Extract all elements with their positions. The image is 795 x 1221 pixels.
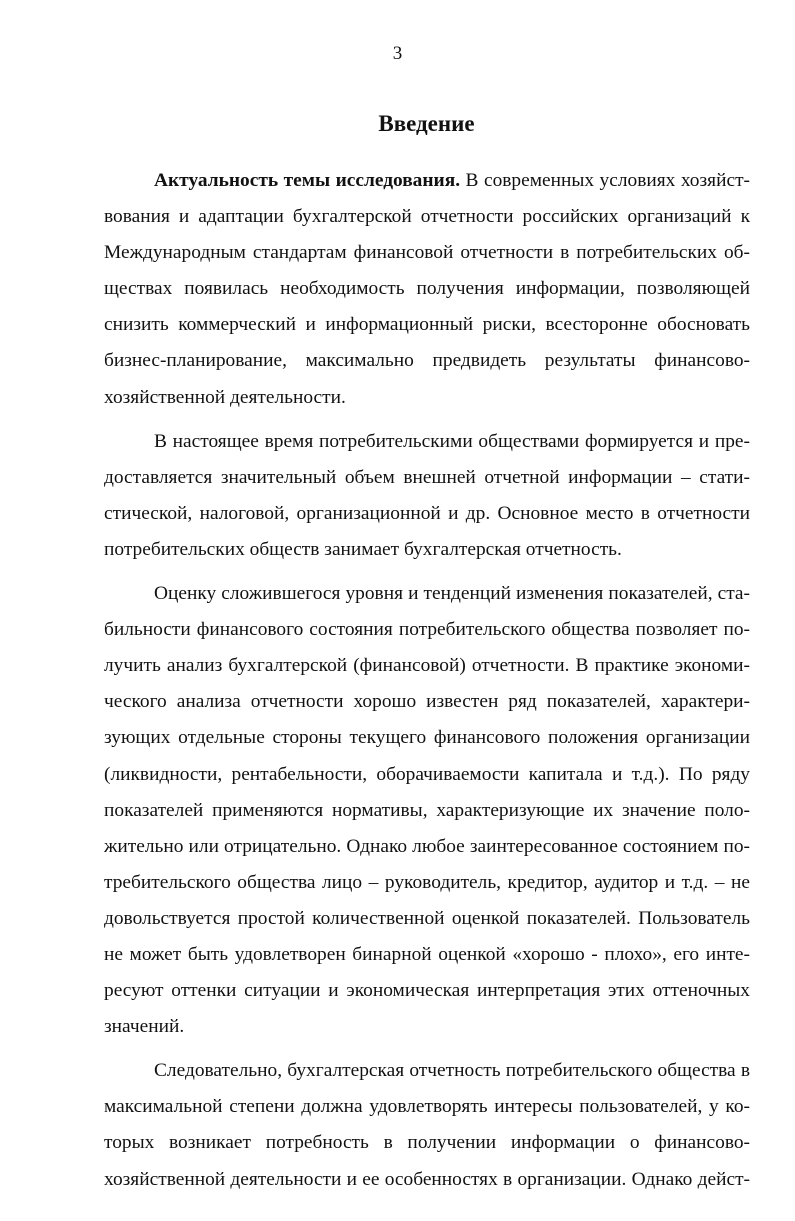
text-line: торых возникает потребность в получении информации о финансово- [104, 1132, 750, 1154]
text-line: значений. [104, 1016, 185, 1038]
page-title: Введение [378, 111, 475, 136]
text-line: жительно или отрицательно. Однако любое заинтересованное состоянием по- [104, 835, 750, 857]
paragraph [104, 163, 750, 416]
text-line: снизить коммерческий и информационный риски, всесторонне обосновать [104, 314, 750, 336]
text-line: доставляется значительный объем внешней отчетной информации – стати- [104, 466, 750, 488]
text-line: Международным стандартам финансовой отчетности в потребительских об- [104, 242, 750, 264]
text-line: зующих отдельные стороны текущего финансового положения организации [104, 727, 750, 749]
text-line: потребительских обществ занимает бухгалтерская отчетность. [104, 538, 622, 560]
text-line: требительского общества лицо – руководитель, кредитор, аудитор и т.д. – не [104, 871, 750, 893]
text-line: показателей применяются нормативы, характеризующие их значение поло- [104, 799, 750, 821]
text-line: не может быть удовлетворен бинарной оценкой «хорошо - плохо», его инте- [104, 943, 750, 965]
section-lead: Актуальность темы исследования. [154, 170, 461, 191]
text-line: В настоящее время потребительскими обществами формируется и пре- [154, 430, 750, 452]
text-line: (ликвидности, рентабельности, оборачиваемости капитала и т.д.). По ряду [104, 763, 750, 785]
text-line: довольствуется простой количественной оценкой показателей. Пользователь [104, 907, 750, 929]
text-line: максимальной степени должна удовлетворять интересы пользователей, у ко- [104, 1096, 750, 1118]
text-line: ществах появилась необходимость получения информации, позволяющей [104, 278, 750, 300]
paragraph [104, 424, 750, 568]
text-line: лучить анализ бухгалтерской (финансовой) отчетности. В практике экономи- [104, 655, 750, 677]
paragraph [104, 576, 750, 1045]
text-line: бизнес-планирование, максимально предвидеть результаты финансово- [104, 350, 750, 372]
text-line: Следовательно, бухгалтерская отчетность потребительского общества в [154, 1060, 750, 1082]
text-line: бильности финансового состояния потребительского общества позволяет по- [104, 619, 750, 641]
document-body [104, 163, 750, 1198]
text-line: стической, налоговой, организационной и др. Основное место в отчетности [104, 502, 750, 524]
text-line: Актуальность темы исследования. В современных условиях хозяйст- [154, 170, 750, 191]
text-line: хозяйственной деятельности. [104, 386, 346, 408]
text-line: ресуют оттенки ситуации и экономическая интерпретация этих оттеночных [104, 980, 750, 1002]
text-line: хозяйственной деятельности и ее особенностях в организации. Однако дейст- [104, 1168, 750, 1190]
page-number: 3 [392, 43, 403, 64]
text-line: ческого анализа отчетности хорошо известен ряд показателей, характери- [104, 691, 750, 713]
paragraph [104, 1053, 750, 1197]
text-line: Оценку сложившегося уровня и тенденций изменения показателей, ста- [154, 583, 750, 605]
text-line: вования и адаптации бухгалтерской отчетности российских организаций к [104, 206, 750, 228]
